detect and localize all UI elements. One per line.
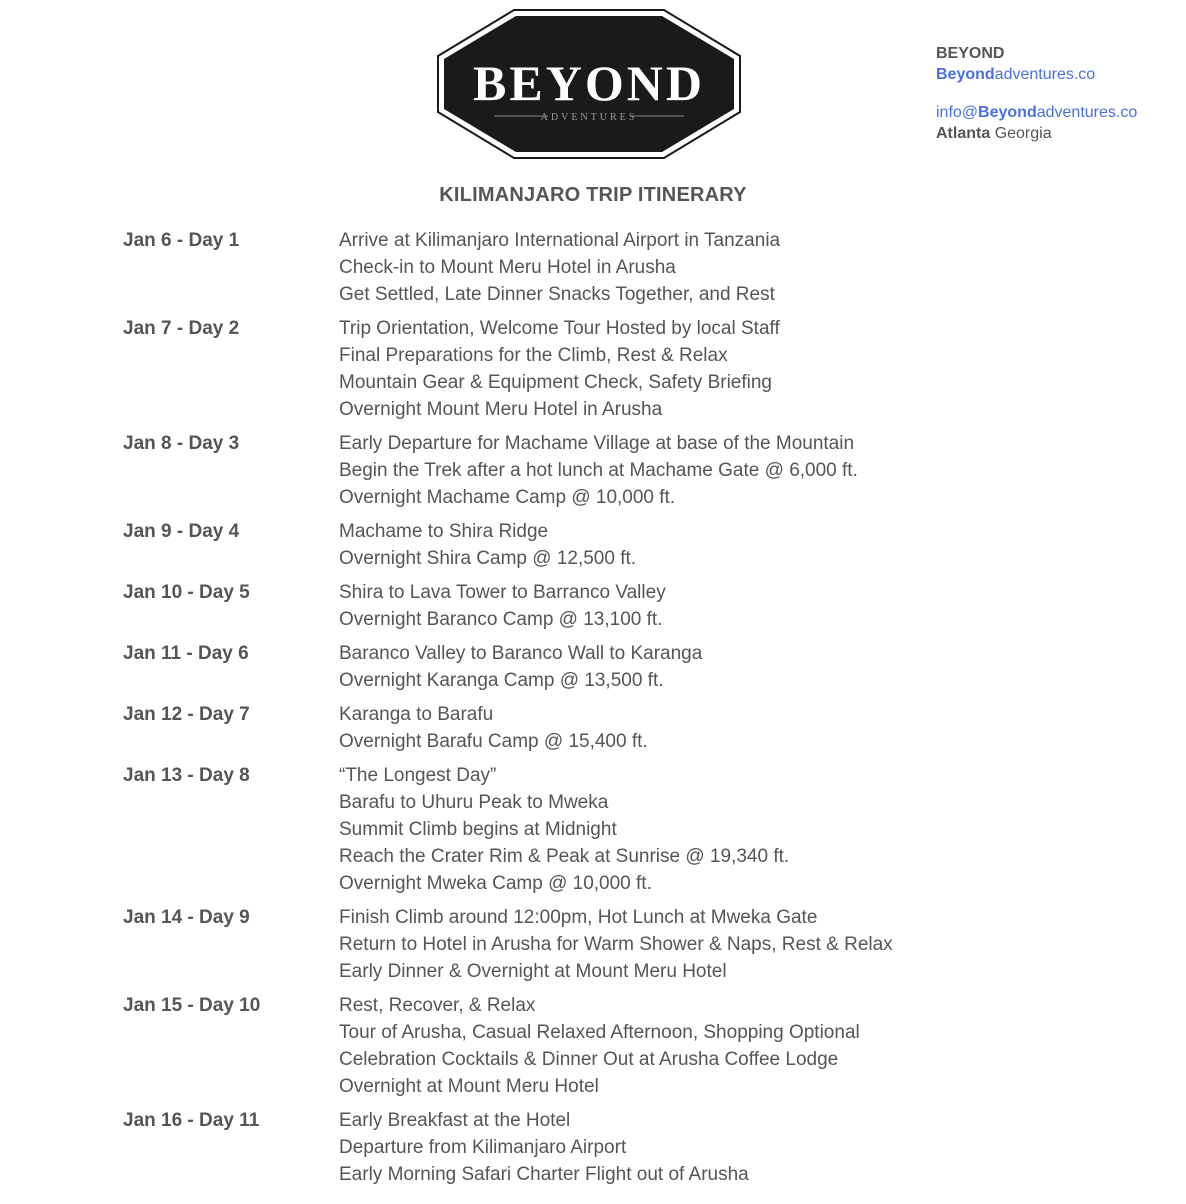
activity-line: Departure from Kilimanjaro Airport <box>339 1137 627 1158</box>
website-link[interactable]: Beyondadventures.co <box>936 66 1096 83</box>
day-label: Jan 7 - Day 2 <box>123 318 240 339</box>
itinerary-day <box>0 579 1186 633</box>
activity-line: Overnight Mount Meru Hotel in Arusha <box>339 399 663 420</box>
itinerary-day <box>0 701 1186 755</box>
activity-line: Celebration Cocktails & Dinner Out at Arusha Coffee Lodge <box>339 1049 839 1070</box>
activity-line: Rest, Recover, & Relax <box>339 995 536 1016</box>
activity-line: Barafu to Uhuru Peak to Mweka <box>339 792 609 813</box>
day-label: Jan 10 - Day 5 <box>123 582 250 603</box>
itinerary-day <box>0 762 1186 897</box>
activity-line: Machame to Shira Ridge <box>339 521 549 542</box>
contact-block <box>936 43 1137 144</box>
day-label: Jan 12 - Day 7 <box>123 704 250 725</box>
activity-line: Summit Climb begins at Midnight <box>339 819 617 840</box>
activity-line: Finish Climb around 12:00pm, Hot Lunch at Mweka Gate <box>339 907 818 928</box>
activity-line: Early Dinner & Overnight at Mount Meru Hotel <box>339 961 727 982</box>
activity-line: Trip Orientation, Welcome Tour Hosted by local Staff <box>339 318 780 339</box>
itinerary-day <box>0 1107 1186 1188</box>
activity-line: Tour of Arusha, Casual Relaxed Afternoon, Shopping Optional <box>339 1022 860 1043</box>
itinerary-list <box>0 227 1186 1188</box>
email-link[interactable]: info@Beyondadventures.co <box>936 104 1138 121</box>
activity-line: Early Departure for Machame Village at base of the Mountain <box>339 433 855 454</box>
activity-line: Overnight Mweka Camp @ 10,000 ft. <box>339 873 652 894</box>
day-label: Jan 6 - Day 1 <box>123 230 240 251</box>
day-label: Jan 15 - Day 10 <box>123 995 261 1016</box>
logo-tagline-text: ADVENTURES <box>540 112 638 123</box>
activity-line: Overnight Shira Camp @ 12,500 ft. <box>339 548 637 569</box>
activity-line: Overnight Baranco Camp @ 13,100 ft. <box>339 609 663 630</box>
day-activities <box>339 904 1186 985</box>
activity-line: Reach the Crater Rim & Peak at Sunrise @ 19,340 ft. <box>339 846 790 867</box>
activity-line: Shira to Lava Tower to Barranco Valley <box>339 582 666 603</box>
activity-line: Return to Hotel in Arusha for Warm Shower & Naps, Rest & Relax <box>339 934 893 955</box>
activity-line: Overnight at Mount Meru Hotel <box>339 1076 599 1097</box>
day-activities <box>339 1107 1186 1188</box>
day-activities <box>339 518 1186 572</box>
day-label: Jan 8 - Day 3 <box>123 433 240 454</box>
activity-line: Mountain Gear & Equipment Check, Safety Briefing <box>339 372 773 393</box>
activity-line: Overnight Machame Camp @ 10,000 ft. <box>339 487 676 508</box>
itinerary-day <box>0 227 1186 308</box>
activity-line: Overnight Karanga Camp @ 13,500 ft. <box>339 670 664 691</box>
day-label: Jan 9 - Day 4 <box>123 521 240 542</box>
itinerary-day <box>0 992 1186 1100</box>
itinerary-day <box>0 518 1186 572</box>
day-label: Jan 11 - Day 6 <box>123 643 249 664</box>
itinerary-day <box>0 904 1186 985</box>
page-title: KILIMANJARO TRIP ITINERARY <box>439 184 747 206</box>
day-activities <box>339 701 1186 755</box>
itinerary-day <box>0 640 1186 694</box>
activity-line: Overnight Barafu Camp @ 15,400 ft. <box>339 731 648 752</box>
itinerary-day <box>0 430 1186 511</box>
activity-line: “The Longest Day” <box>339 765 497 786</box>
day-activities <box>339 640 1186 694</box>
day-activities <box>339 227 1186 308</box>
beyond-adventures-logo <box>436 8 742 160</box>
activity-line: Early Morning Safari Charter Flight out of Arusha <box>339 1164 749 1185</box>
company-name: BEYOND <box>936 45 1005 62</box>
activity-line: Begin the Trek after a hot lunch at Machame Gate @ 6,000 ft. <box>339 460 858 481</box>
activity-line: Arrive at Kilimanjaro International Airport in Tanzania <box>339 230 781 251</box>
activity-line: Early Breakfast at the Hotel <box>339 1110 571 1131</box>
location: Atlanta Georgia <box>936 125 1052 142</box>
day-activities <box>339 579 1186 633</box>
activity-line: Baranco Valley to Baranco Wall to Karanga <box>339 643 703 664</box>
day-activities <box>339 762 1186 897</box>
activity-line: Check-in to Mount Meru Hotel in Arusha <box>339 257 676 278</box>
activity-line: Karanga to Barafu <box>339 704 494 725</box>
activity-line: Final Preparations for the Climb, Rest & Relax <box>339 345 728 366</box>
day-activities <box>339 315 1186 423</box>
itinerary-day <box>0 315 1186 423</box>
activity-line: Get Settled, Late Dinner Snacks Together, and Rest <box>339 284 775 305</box>
logo-brand-text: BEYOND <box>473 55 705 111</box>
day-label: Jan 14 - Day 9 <box>123 907 250 928</box>
day-activities <box>339 992 1186 1100</box>
day-label: Jan 13 - Day 8 <box>123 765 250 786</box>
day-activities <box>339 430 1186 511</box>
day-label: Jan 16 - Day 11 <box>123 1110 260 1131</box>
